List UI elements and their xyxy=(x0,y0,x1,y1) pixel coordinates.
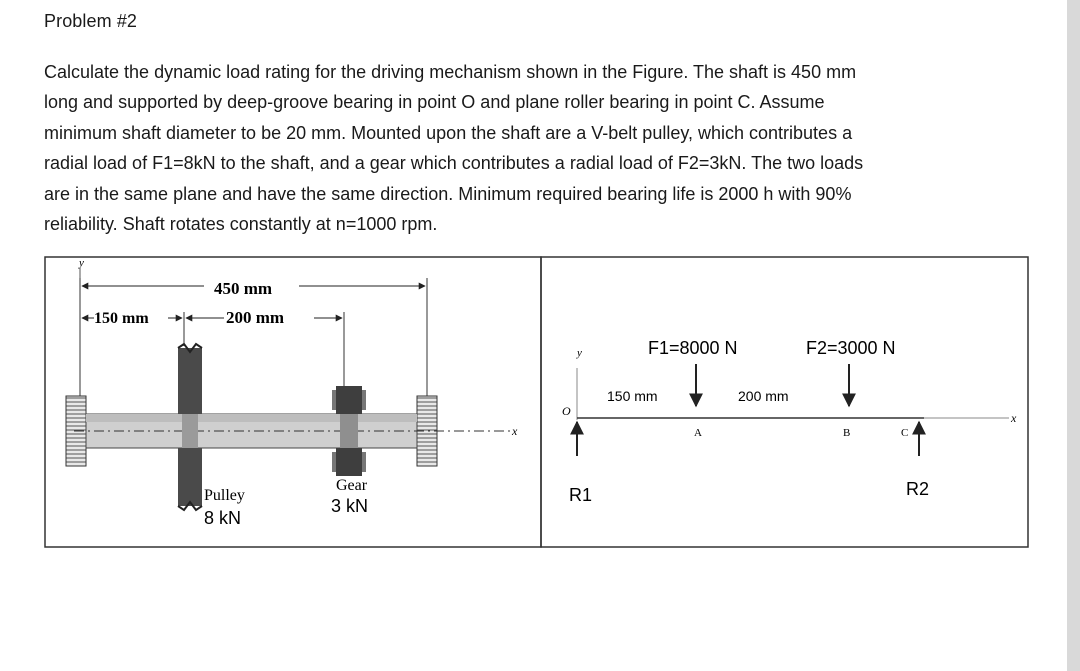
r2-label: R2 xyxy=(906,479,930,499)
problem-line: reliability. Shaft rotates constantly at n=1000 rpm. xyxy=(44,214,438,235)
point-b-label: B xyxy=(843,427,851,439)
shaft-assembly-diagram xyxy=(66,257,518,528)
left-x-axis-label: x xyxy=(512,424,518,438)
dim-total-label: 450 mm xyxy=(214,279,273,298)
dim-first-label: 150 mm xyxy=(94,310,149,327)
left-y-axis-label: y xyxy=(79,257,84,269)
point-c-label: C xyxy=(901,427,909,439)
problem-statement xyxy=(44,57,1034,239)
right-y-axis-label: y xyxy=(577,347,582,359)
point-a-label: A xyxy=(694,427,702,439)
f2-label: F2=3000 N xyxy=(806,338,896,358)
problem-line: minimum shaft diameter to be 20 mm. Mounted upon the shaft are a V-belt pulley, which contributes a xyxy=(44,122,853,143)
span2-label: 200 mm xyxy=(738,388,789,404)
dim-second-label: 200 mm xyxy=(226,308,285,327)
figure xyxy=(44,256,1029,548)
right-x-axis-label: x xyxy=(1011,411,1017,425)
left-panel-frame xyxy=(45,257,541,547)
origin-label: O xyxy=(562,404,571,418)
problem-line: long and supported by deep-groove bearing in point O and plane roller bearing in point C. Assume xyxy=(44,92,825,113)
problem-line: are in the same plane and have the same direction. Minimum required bearing life is 2000 h with 90% xyxy=(44,183,852,204)
free-body-diagram xyxy=(562,338,1017,505)
page-edge-shadow xyxy=(1067,0,1080,671)
problem-title: Problem #2 xyxy=(44,11,138,31)
problem-line: Calculate the dynamic load rating for the driving mechanism shown in the Figure. The shaft is 450 mm xyxy=(44,62,857,82)
pulley-label: Pulley xyxy=(204,487,245,504)
r1-label: R1 xyxy=(569,485,593,505)
gear-load: 3 kN xyxy=(331,496,369,516)
f1-label: F1=8000 N xyxy=(648,338,738,358)
problem-line: radial load of F1=8kN to the shaft, and a gear which contributes a radial load of F2=3kN. The two loads xyxy=(44,153,864,174)
pulley-load: 8 kN xyxy=(204,508,242,528)
span1-label: 150 mm xyxy=(607,388,658,404)
gear-label: Gear xyxy=(336,477,368,494)
